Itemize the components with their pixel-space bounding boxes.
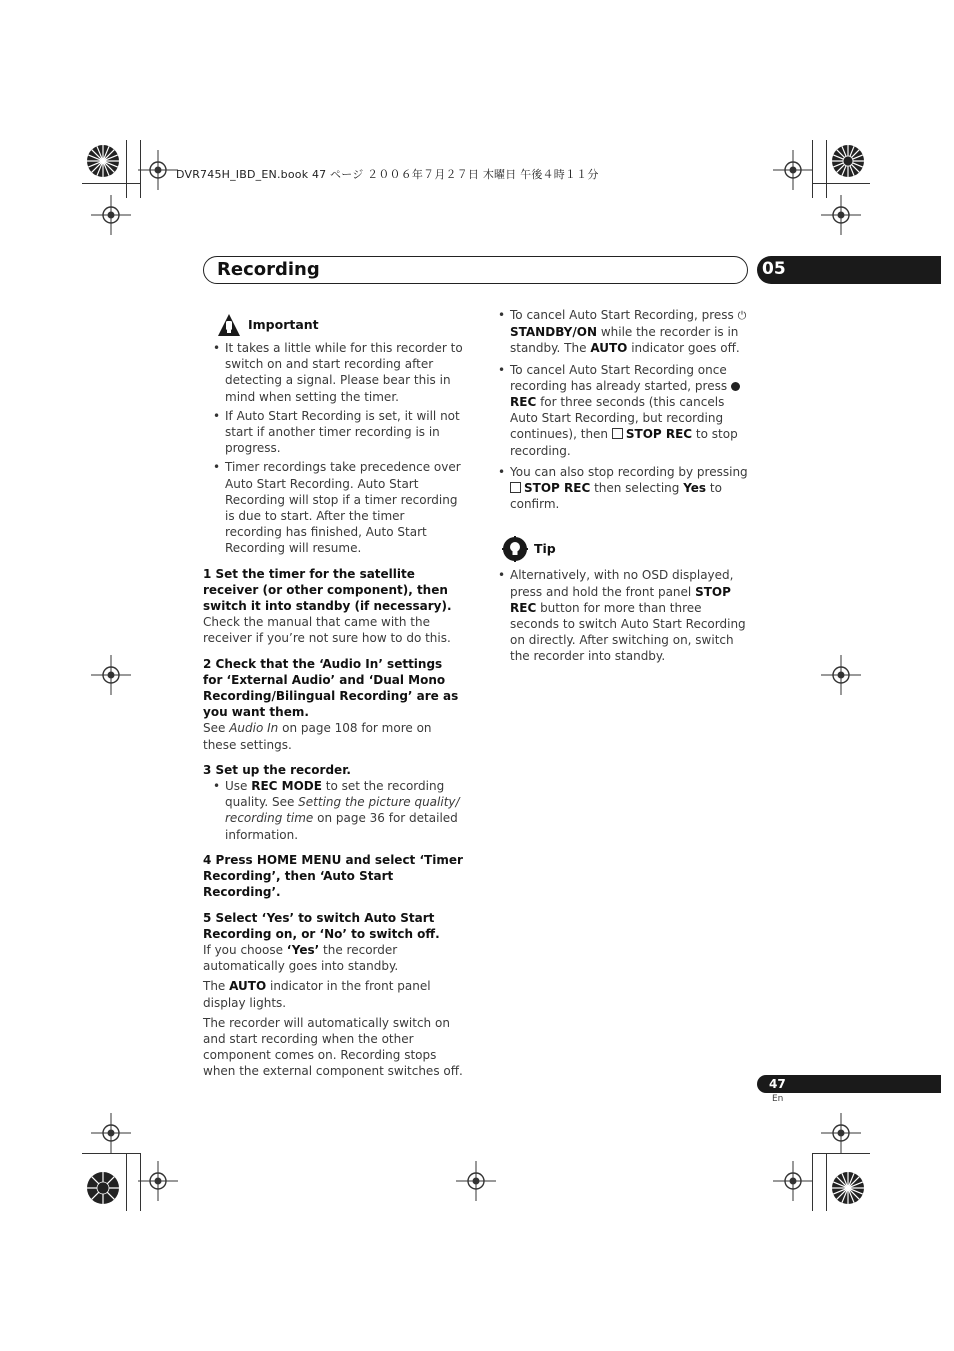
important-bullet-1: • It takes a little while for this recorder to switch on and start recording after detecting a signal. Please bear this in mind when setting the timer. (203, 340, 465, 405)
step-3-title: 3 Set up the recorder. (203, 762, 351, 777)
page-language: En (772, 1094, 784, 1104)
step-4-title: 4 Press HOME MENU and select ‘Timer Recording’, then ‘Auto Start Recording’. (203, 852, 463, 900)
crosshair-mark-icon (456, 1161, 496, 1201)
important-heading (217, 313, 465, 337)
power-icon: ⏻ (737, 309, 747, 322)
crosshair-mark-icon (91, 1113, 131, 1153)
crosshair-mark-icon (91, 195, 131, 235)
cancel-standby-bullet: • To cancel Auto Start Recording, press ⏻ STANDBY/ON while the recorder is in standby. The AUTO indicator goes off. (498, 307, 750, 357)
step-5-text-2: The AUTO indicator in the front panel display lights. (203, 979, 431, 1010)
step-5-title: 5 Select ‘Yes’ to switch Auto Start Recording on, or ‘No’ to switch off. (203, 910, 440, 941)
step-1-text: Check the manual that came with the receiver if you’re not sure how to do this. (203, 615, 451, 646)
stop-recording-bullet: • You can also stop recording by pressing STOP REC then selecting Yes to confirm. (498, 464, 750, 513)
book-info-line: DVR745H_IBD_EN.book 47 ページ ２００６年７月２７日 木曜日 午後４時１１分 (176, 168, 599, 181)
registration-star-icon (831, 144, 865, 178)
crosshair-mark-icon (773, 150, 813, 190)
crosshair-mark-icon (138, 1161, 178, 1201)
step-2-text: See Audio In on page 108 for more on these settings. (203, 721, 432, 752)
crosshair-mark-icon (138, 150, 178, 190)
lightbulb-icon (502, 536, 528, 562)
tip-heading (502, 536, 750, 562)
step-5-text-1: If you choose ‘Yes’ the recorder automatically goes into standby. (203, 942, 399, 974)
warning-hand-icon (217, 313, 241, 337)
right-column (498, 307, 750, 665)
crosshair-mark-icon (821, 655, 861, 695)
tip-bullet: • Alternatively, with no OSD displayed, press and hold the front panel STOP REC button for more than three seconds to switch Auto Start Recording on directly. After switching on, switch the recorder into standby. (498, 567, 750, 664)
registration-star-icon (86, 1171, 120, 1205)
step-1-title: 1 Set the timer for the satellite receiver (or other component), then switch it into standby (if necessary). (203, 566, 452, 614)
chapter-number: 05 (762, 259, 786, 279)
left-column (203, 313, 465, 1080)
page-number: 47 (769, 1077, 786, 1091)
registration-star-icon (86, 144, 120, 178)
step-2-title: 2 Check that the ‘Audio In’ settings for ‘External Audio’ and ‘Dual Mono Recording/Bilingual Recording’ are as you want them. (203, 656, 459, 720)
crosshair-mark-icon (773, 1161, 813, 1201)
tip-label: Tip (534, 541, 556, 557)
record-dot-icon (731, 382, 740, 391)
step-3-bullet: • Use REC MODE to set the recording quality. See Setting the picture quality/ recording time on page 36 for detailed information. (203, 778, 465, 843)
important-label: Important (248, 316, 319, 332)
page-title: Recording (217, 259, 320, 280)
important-bullet-3: • Timer recordings take precedence over Auto Start Recording. Auto Start Recording will stop if a timer recording is due to start. After the timer recording has finished, Auto Start Recording will resume. (203, 459, 465, 556)
cancel-recording-bullet: • To cancel Auto Start Recording once recording has already started, press REC for three seconds (this cancels Auto Start Recording, but recording continues), then STOP REC to stop recording. (498, 362, 750, 459)
crosshair-mark-icon (821, 1113, 861, 1153)
step-5-text-3: The recorder will automatically switch on and start recording when the other component comes on. Recording stops when the external component switches off. (203, 1015, 463, 1079)
important-bullet-2: • If Auto Start Recording is set, it will not start if another timer recording is in progress. (203, 408, 465, 457)
stop-square-icon (510, 482, 521, 493)
stop-square-icon (612, 428, 623, 439)
crosshair-mark-icon (91, 655, 131, 695)
crosshair-mark-icon (821, 195, 861, 235)
registration-star-icon (831, 1171, 865, 1205)
